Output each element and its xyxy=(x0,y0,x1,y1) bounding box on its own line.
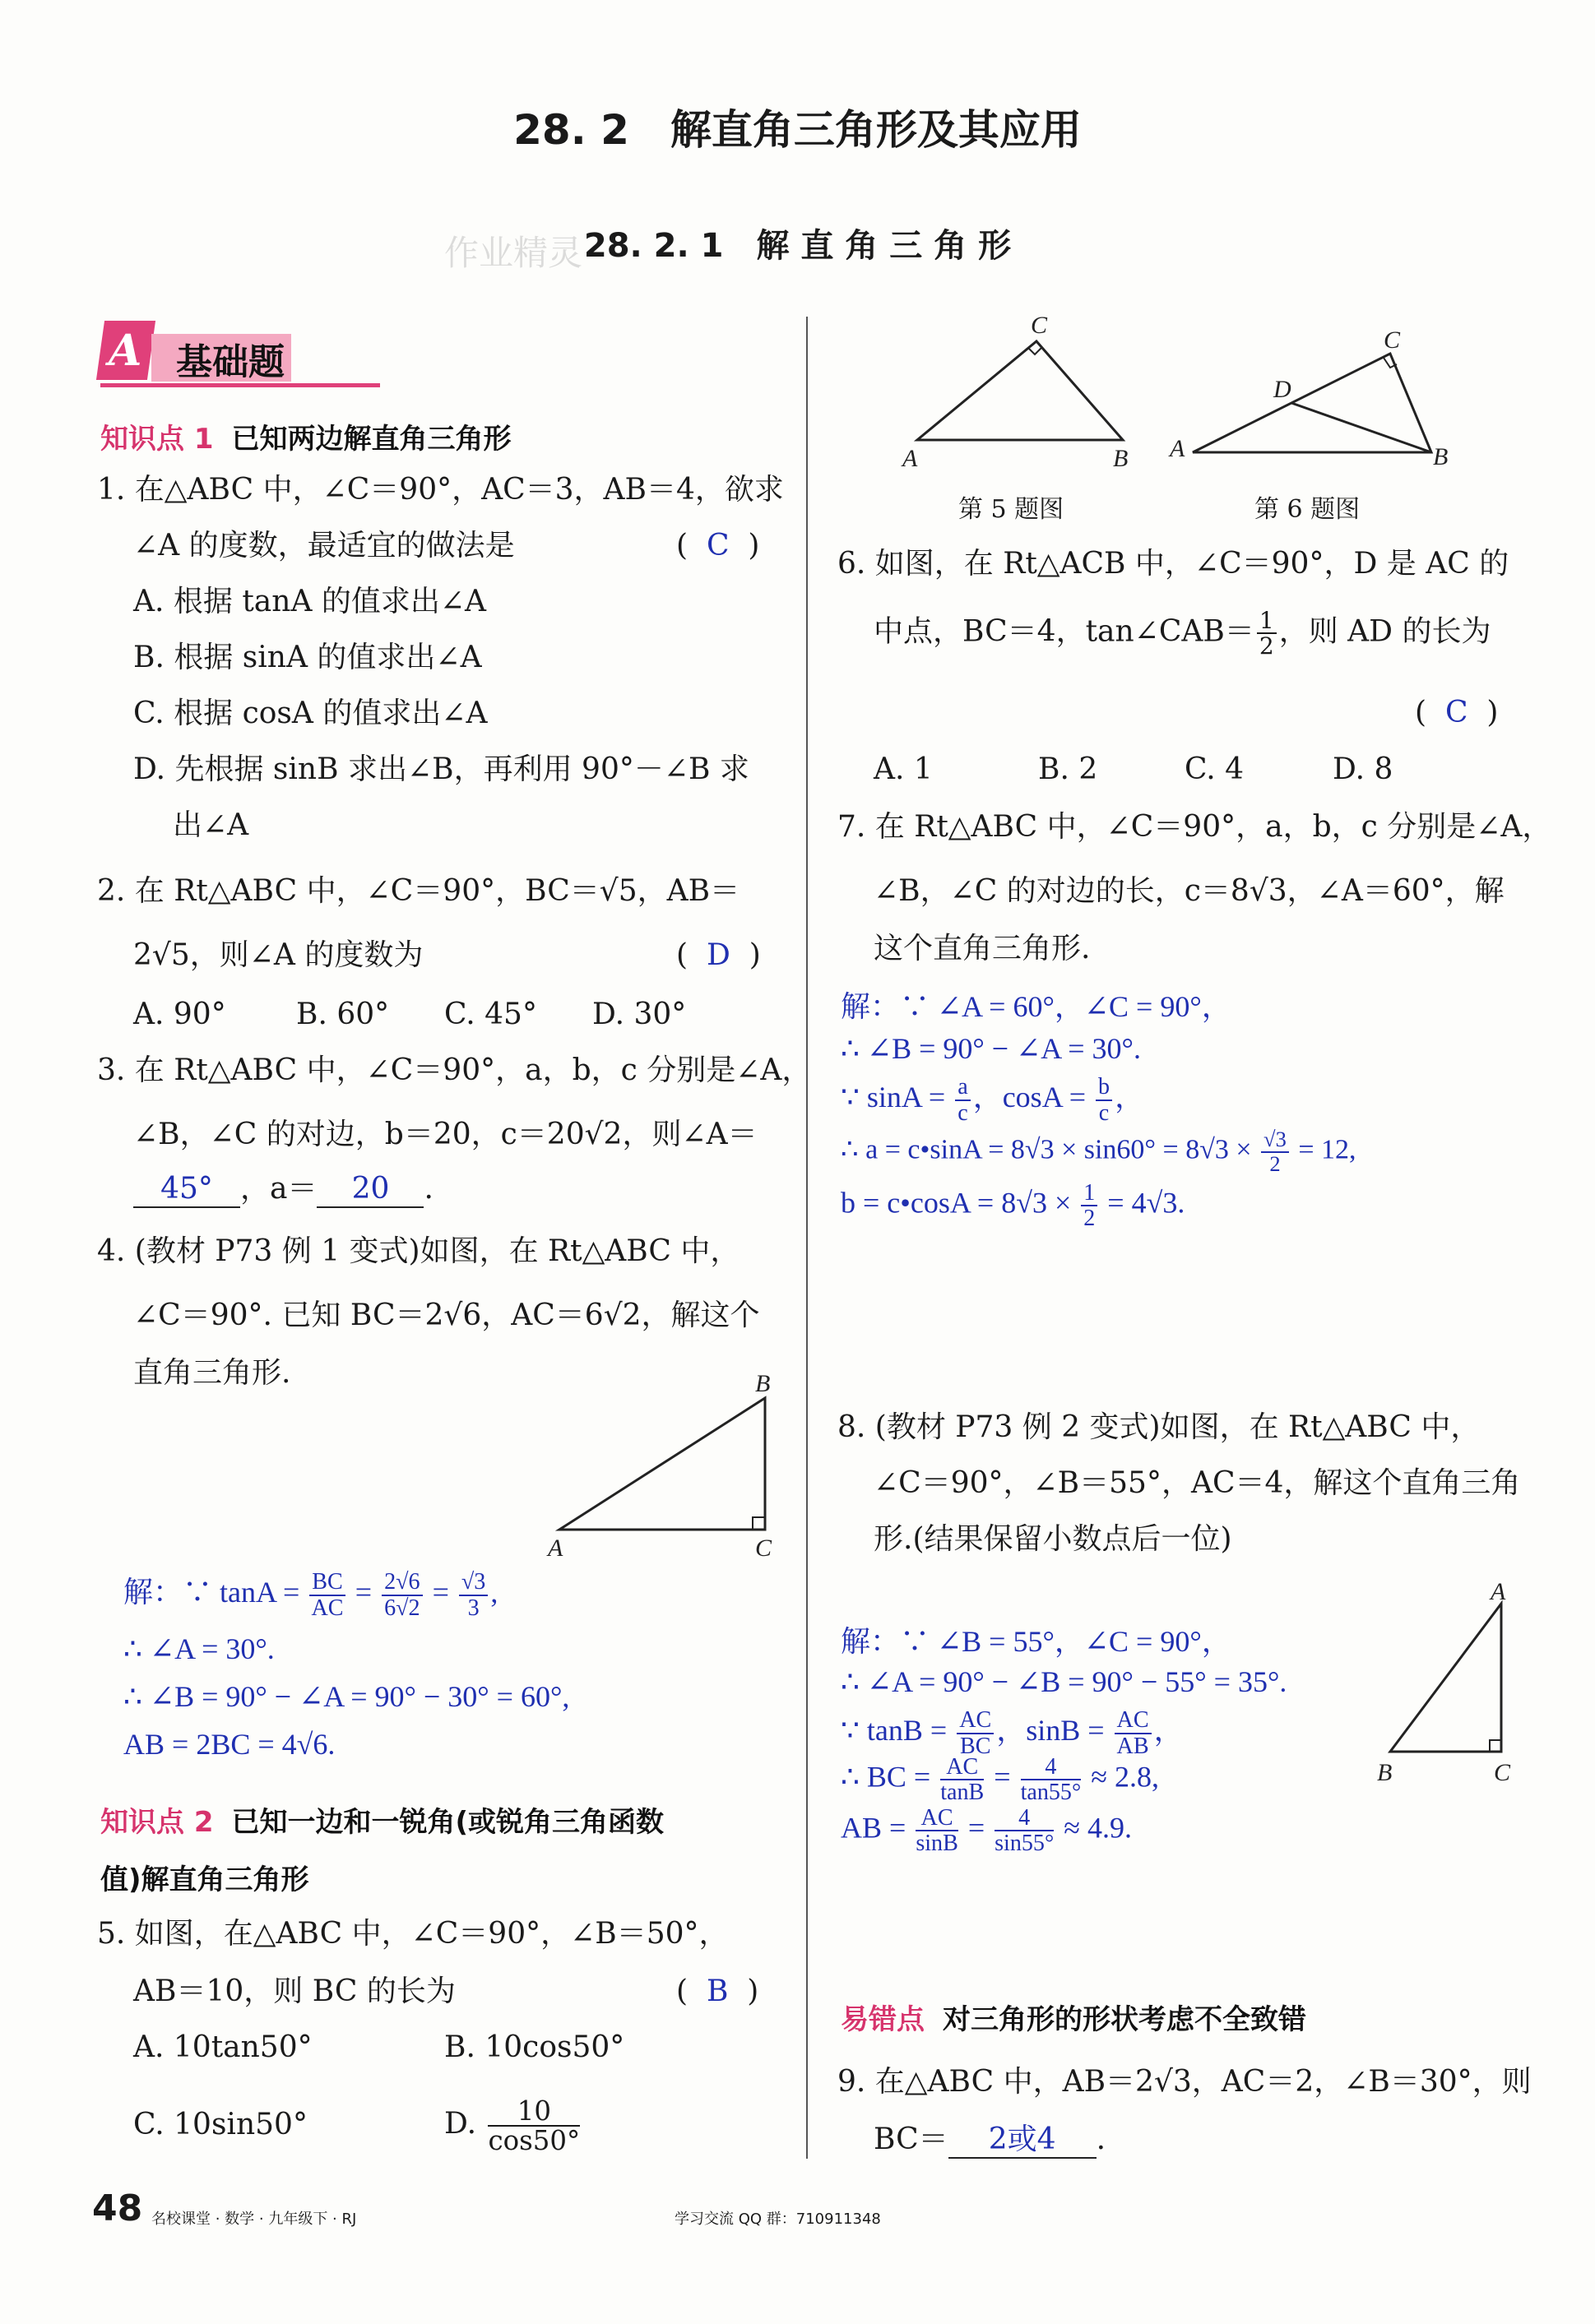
q8-label-c: C xyxy=(1494,1759,1511,1786)
q7-sol4-fn: √3 xyxy=(1261,1128,1289,1153)
knowledge-point-2-line2: 值)解直角三角形 xyxy=(100,1863,309,1896)
q6-answer-value: C xyxy=(1444,696,1468,729)
fig5-triangle xyxy=(917,341,1123,440)
figure-6 xyxy=(1168,325,1464,473)
q2-option-a: A. 90° xyxy=(133,998,226,1031)
q3-end: . xyxy=(424,1172,434,1206)
fig5-label-b: B xyxy=(1113,445,1129,472)
q8-solution-1: 解：∵ ∠B = 55°，∠C = 90°， xyxy=(841,1625,1231,1658)
kp-tag: 知识点 1 xyxy=(100,423,214,456)
badge-label: 基础题 xyxy=(176,341,285,383)
q4-triangle xyxy=(559,1398,765,1530)
q7-sol4-end: = 12, xyxy=(1291,1134,1356,1165)
q5-answer: ( B ) xyxy=(676,1974,759,2008)
q1-line2: ∠A 的度数，最适宜的做法是 xyxy=(133,529,515,562)
q6-option-d: D. 8 xyxy=(1333,752,1393,786)
q8-sol3-f2n: AC xyxy=(1115,1708,1152,1734)
q2-line1: 2. 在 Rt△ABC 中，∠C＝90°，BC＝√5，AB＝ xyxy=(97,874,740,908)
q4-line1: 4. (教材 P73 例 1 变式)如图，在 Rt△ABC 中， xyxy=(97,1234,740,1268)
q8-solution-3 xyxy=(841,1707,1184,1758)
q7-solution-5 xyxy=(841,1181,1185,1231)
footer-book-info: 名校课堂 · 数学 · 九年级下 · RJ xyxy=(151,2211,357,2228)
q1-answer-value: C xyxy=(706,529,730,562)
column-divider xyxy=(806,317,808,2159)
q4-label-b: B xyxy=(755,1373,771,1397)
q6-answer: ( C ) xyxy=(1415,696,1499,729)
q7-sol5-fn: 1 xyxy=(1081,1181,1097,1206)
q4-frac3-num: √3 xyxy=(459,1570,488,1595)
q1-option-d-line2: 出∠A xyxy=(173,808,249,842)
q8-sol3-f2d: AB xyxy=(1116,1733,1149,1759)
q7-line1: 7. 在 Rt△ABC 中，∠C＝90°，a，b，c 分别是∠A， xyxy=(837,810,1552,844)
q4-sol1-text: 解：∵ tanA = xyxy=(123,1576,308,1609)
q6-l2-post: ，则 AD 的长为 xyxy=(1278,614,1491,649)
q7-solution-1: 解：∵ ∠A = 60°，∠C = 90°， xyxy=(841,990,1231,1023)
fig6-label-c: C xyxy=(1384,326,1401,354)
q1-option-b: B. 根据 sinA 的值求出∠A xyxy=(133,641,482,674)
q9-l2-pre: BC＝ xyxy=(874,2123,948,2156)
q4-solution-3: ∴ ∠B = 90° − ∠A = 90° − 30° = 60°, xyxy=(123,1680,570,1713)
q8-figure xyxy=(1365,1575,1530,1797)
figure-6-caption: 第 6 题图 xyxy=(1254,495,1361,524)
q8-sol5-pre: AB = xyxy=(841,1811,914,1845)
q4-label-c: C xyxy=(755,1535,772,1562)
q7-solution-3 xyxy=(841,1074,1144,1125)
q4-frac1-num: BC xyxy=(309,1570,345,1595)
q8-label-b: B xyxy=(1377,1759,1393,1786)
q7-line3: 这个直角三角形. xyxy=(874,932,1091,965)
q8-line3: 形.(结果保留小数点后一位) xyxy=(874,1522,1232,1556)
q2-line2: 2√5，则∠A 的度数为 xyxy=(133,938,424,972)
q5-option-c: C. 10sin50° xyxy=(133,2108,308,2141)
q8-sol3-pre: ∵ tanB = xyxy=(841,1714,955,1747)
q4-frac3-den: 3 xyxy=(467,1595,480,1621)
page-number: 48 xyxy=(92,2187,143,2229)
q6-l2-pre: 中点，BC＝4，tan∠CAB＝ xyxy=(874,614,1254,649)
q1-option-c: C. 根据 cosA 的值求出∠A xyxy=(133,697,488,730)
q5-line1: 5. 如图，在△ABC 中，∠C＝90°，∠B＝50°， xyxy=(97,1917,729,1951)
footer-qq-info: 学习交流 QQ 群：710911348 xyxy=(675,2211,881,2228)
error-prone-point xyxy=(841,1997,1306,2037)
q5-answer-value: B xyxy=(706,1974,729,2008)
figure-5-caption: 第 5 题图 xyxy=(958,495,1064,524)
q6-frac-den: 2 xyxy=(1259,632,1274,660)
q4-solution-2: ∴ ∠A = 30°. xyxy=(123,1632,275,1665)
q2-option-b: B. 60° xyxy=(296,998,390,1031)
q5-option-a: A. 10tan50° xyxy=(133,2030,313,2064)
q9-blank: 2或4 xyxy=(948,2122,1097,2159)
q7-sol4-fd: 2 xyxy=(1269,1150,1281,1176)
page-title: 28. 2 解直角三角形及其应用 xyxy=(513,106,1082,154)
q7-sol3-pre: ∵ sinA = xyxy=(841,1081,953,1113)
q4-right-angle-mark xyxy=(753,1517,765,1530)
watermark: 作业精灵 xyxy=(444,233,583,273)
q4-solution-4: AB = 2BC = 4√6. xyxy=(123,1728,336,1761)
q4-label-a: A xyxy=(548,1535,563,1562)
badge-letter: A xyxy=(109,326,142,376)
q5-d-den: cos50° xyxy=(488,2125,581,2157)
fig6-label-d: D xyxy=(1273,376,1291,403)
q7-sol3-end: ， xyxy=(1115,1081,1145,1113)
q1-option-d-line1: D. 先根据 sinB 求出∠B，再利用 90°－∠B 求 xyxy=(133,752,749,786)
q4-figure xyxy=(543,1373,781,1562)
q3-blank-angle: 45° xyxy=(133,1171,240,1208)
q7-solution-4 xyxy=(841,1128,1356,1176)
q3-line3 xyxy=(133,1171,434,1208)
kp2-line1: 已知一边和一锐角(或锐角三角函数 xyxy=(231,1806,665,1839)
q8-sol5-f2n: 4 xyxy=(995,1806,1054,1831)
q8-sol4-end: ≈ 2.8, xyxy=(1083,1760,1159,1794)
q6-line1: 6. 如图，在 Rt△ACB 中，∠C＝90°，D 是 AC 的 xyxy=(837,547,1509,581)
q8-sol4-f1d: tanB xyxy=(940,1780,985,1806)
q1-answer: ( C ) xyxy=(676,529,760,562)
figure-5 xyxy=(901,308,1148,481)
q7-sol5-fd: 2 xyxy=(1083,1206,1096,1232)
knowledge-point-1 xyxy=(100,416,512,456)
q4-line2: ∠C＝90°. 已知 BC＝2√6，AC＝6√2，解这个 xyxy=(133,1299,760,1332)
q9-line1: 9. 在△ABC 中，AB＝2√3，AC＝2，∠B＝30°，则 xyxy=(837,2065,1532,2099)
q7-sol3-f2n: b xyxy=(1096,1075,1112,1100)
q8-label-a: A xyxy=(1491,1578,1506,1605)
q1-line1: 1. 在△ABC 中，∠C＝90°，AC＝3，AB＝4，欲求 xyxy=(97,473,784,507)
q3-mid: ，a＝ xyxy=(240,1172,318,1206)
q7-sol3-mid: ，cosA = xyxy=(972,1081,1094,1113)
q9-line2 xyxy=(874,2122,1106,2159)
q8-solution-4: ∴ BC = $\frac{AC}{\tan B}$ = $\frac{4}{\tan 55^\circ}$ ≈ 2.8, xyxy=(841,1754,1159,1806)
q6-frac-num: 1 xyxy=(1257,609,1277,634)
q4-solution-1: 解：∵ tanA = $\frac{BC}{AC}$ = $\frac{2√6}{6√2}$ = $\frac{√3}{3}$ , xyxy=(123,1569,498,1621)
kp-text: 已知两边解直角三角形 xyxy=(231,423,512,456)
q8-sol5-end: ≈ 4.9. xyxy=(1056,1811,1132,1845)
q1-option-a: A. 根据 tanA 的值求出∠A xyxy=(133,585,487,618)
q8-sol5-f1n: AC xyxy=(916,1806,958,1831)
kp2-tag: 知识点 2 xyxy=(100,1806,214,1839)
q8-sol3-mid: ，sinB = xyxy=(996,1714,1112,1747)
q8-right-angle-mark xyxy=(1490,1740,1501,1752)
section-subtitle: 28. 2. 1 解 直 角 三 角 形 xyxy=(583,227,1012,265)
q2-option-c: C. 45° xyxy=(444,998,537,1031)
q5-d-num: 10 xyxy=(488,2097,580,2127)
q8-sol3-f1n: AC xyxy=(957,1708,994,1734)
q2-answer: ( D ) xyxy=(676,938,761,972)
q6-option-b: B. 2 xyxy=(1038,752,1098,786)
q5-option-d xyxy=(444,2097,582,2155)
q9-l2-post: . xyxy=(1096,2123,1106,2156)
q8-solution-5: AB = $\frac{AC}{\sin B}$ = $\frac{4}{\sin 55^\circ}$ ≈ 4.9. xyxy=(841,1805,1132,1857)
q3-blank-a: 20 xyxy=(317,1171,424,1208)
q6-option-a: A. 1 xyxy=(874,752,933,786)
q6-option-c: C. 4 xyxy=(1185,752,1245,786)
q6-line2 xyxy=(874,609,1491,659)
q8-line2: ∠C＝90°，∠B＝55°，AC＝4，解这个直角三角 xyxy=(874,1466,1521,1500)
q8-sol4-f1n: AC xyxy=(940,1755,984,1780)
fig6-triangle xyxy=(1193,354,1431,452)
q8-triangle xyxy=(1390,1604,1501,1752)
q8-sol4-f2d: tan55° xyxy=(1020,1780,1082,1806)
q2-answer-value: D xyxy=(706,938,730,972)
knowledge-point-2 xyxy=(100,1799,664,1840)
q8-sol5-f2d: sin55° xyxy=(995,1831,1055,1857)
err-tag: 易错点 xyxy=(841,2003,925,2036)
fig6-median xyxy=(1291,403,1431,452)
q4-frac1-den: AC xyxy=(311,1595,344,1621)
q7-sol3-f2d: c xyxy=(1098,1100,1110,1126)
fig5-right-angle-mark xyxy=(1028,348,1041,354)
q7-sol5-pre: b = c•cosA = 8√3 × xyxy=(841,1186,1079,1220)
q5-line2: AB＝10，则 BC 的长为 xyxy=(133,1974,456,2008)
q7-sol5-end: = 4√3. xyxy=(1100,1186,1185,1220)
q8-sol4-pre: ∴ BC = xyxy=(841,1760,939,1794)
q4-frac2-den: 6√2 xyxy=(384,1595,420,1621)
q5-d-prefix: D. xyxy=(444,2107,477,2141)
q3-line1: 3. 在 Rt△ABC 中，∠C＝90°，a，b，c 分别是∠A， xyxy=(97,1053,812,1087)
q7-sol4-pre: ∴ a = c•sinA = 8√3 × sin60° = 8√3 × xyxy=(841,1134,1259,1165)
fig6-label-b: B xyxy=(1433,443,1449,470)
q3-line2: ∠B，∠C 的对边，b＝20，c＝20√2，则∠A＝ xyxy=(133,1118,758,1151)
fig6-label-a: A xyxy=(1170,435,1185,462)
q8-sol3-end: ， xyxy=(1153,1714,1184,1747)
q8-sol4-f2n: 4 xyxy=(1021,1755,1082,1780)
fig5-label-a: A xyxy=(902,445,918,472)
q5-option-b: B. 10cos50° xyxy=(444,2030,625,2064)
q4-line3: 直角三角形. xyxy=(133,1356,291,1390)
q8-solution-2: ∴ ∠A = 90° − ∠B = 90° − 55° = 35°. xyxy=(841,1665,1287,1698)
q7-sol3-f1d: c xyxy=(957,1100,968,1126)
q8-sol5-f1d: sinB xyxy=(916,1831,958,1857)
q8-line1: 8. (教材 P73 例 2 变式)如图，在 Rt△ABC 中， xyxy=(837,1410,1481,1444)
q8-sol3-f1d: BC xyxy=(959,1733,991,1759)
q4-frac2-num: 2√6 xyxy=(382,1570,423,1595)
q2-option-d: D. 30° xyxy=(592,998,687,1031)
section-badge xyxy=(100,321,380,395)
err-text: 对三角形的形状考虑不全致错 xyxy=(943,2003,1306,2036)
fig5-label-c: C xyxy=(1031,312,1048,339)
q7-solution-2: ∴ ∠B = 90° − ∠A = 30°. xyxy=(841,1032,1141,1065)
q7-sol3-f1n: a xyxy=(955,1075,970,1100)
q7-line2: ∠B，∠C 的对边的长，c＝8√3，∠A＝60°，解 xyxy=(874,874,1505,908)
